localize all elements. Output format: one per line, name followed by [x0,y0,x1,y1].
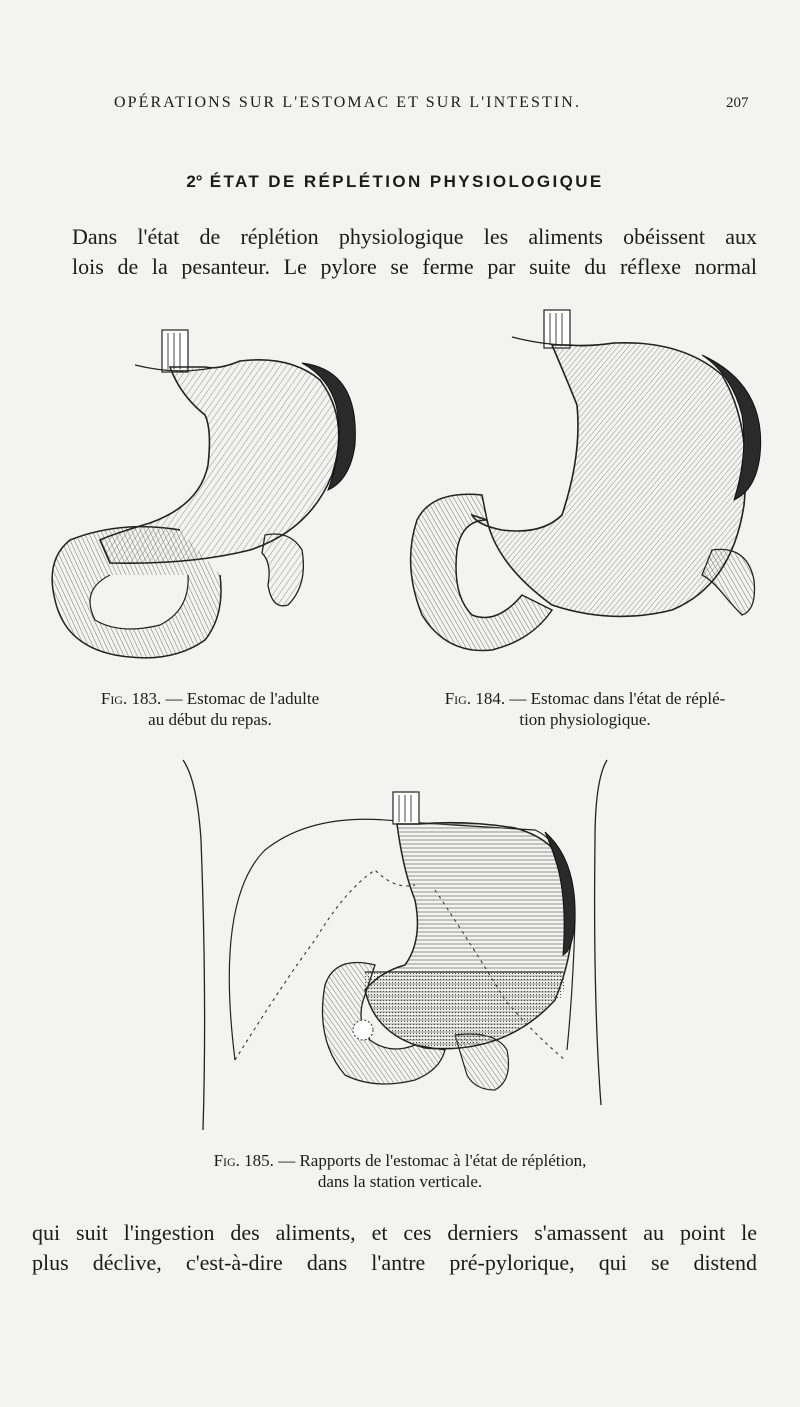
figure-183-caption [45,688,375,730]
section-number: 2° [186,172,203,191]
paragraph-bottom [32,1218,757,1278]
paragraph-line: lois de la pesanteur. Le pylore se ferme par suite du réflexe normal [72,254,757,279]
page-number: 207 [726,95,749,111]
paragraph-line: qui suit l'ingestion des aliments, et ces derniers s'amassent au point le [32,1220,757,1245]
figure-185-caption-text-2: dans la station verticale. [317,1172,483,1191]
paragraph-top [32,222,757,282]
figure-185-caption-text: — Rapports de l'estomac à l'état de réplétion, [278,1151,587,1170]
figure-184-label: Fig. 184. [444,689,506,708]
paragraph-line: Dans l'état de réplétion physiologique les aliments obéissent aux [72,224,757,249]
figure-185-caption [120,1150,680,1192]
figure-184-caption-text: — Estomac dans l'état de réplé- [509,689,726,708]
section-title: ÉTAT DE RÉPLÉTION PHYSIOLOGIQUE [209,172,604,191]
figure-183-caption-text-2: au début du repas. [148,710,272,729]
figure-185-label: Fig. 185. [213,1151,274,1170]
section-heading [0,172,790,192]
running-title: OPÉRATIONS SUR L'ESTOMAC ET SUR L'INTESTIN. [114,94,582,111]
figure-183-label: Fig. 183. [100,689,162,708]
figure-184-caption-text-2: tion physiologique. [519,710,651,729]
figure-183-caption-text: — Estomac de l'adulte [165,689,320,708]
paragraph-line: plus déclive, c'est-à-dire dans l'antre pré-pylorique, qui se distend [32,1250,757,1275]
figure-185-illustration [175,750,615,1135]
figure-184-caption [405,688,765,730]
running-head [0,94,800,118]
figure-183-illustration [40,325,370,670]
figure-184-illustration [402,305,764,665]
